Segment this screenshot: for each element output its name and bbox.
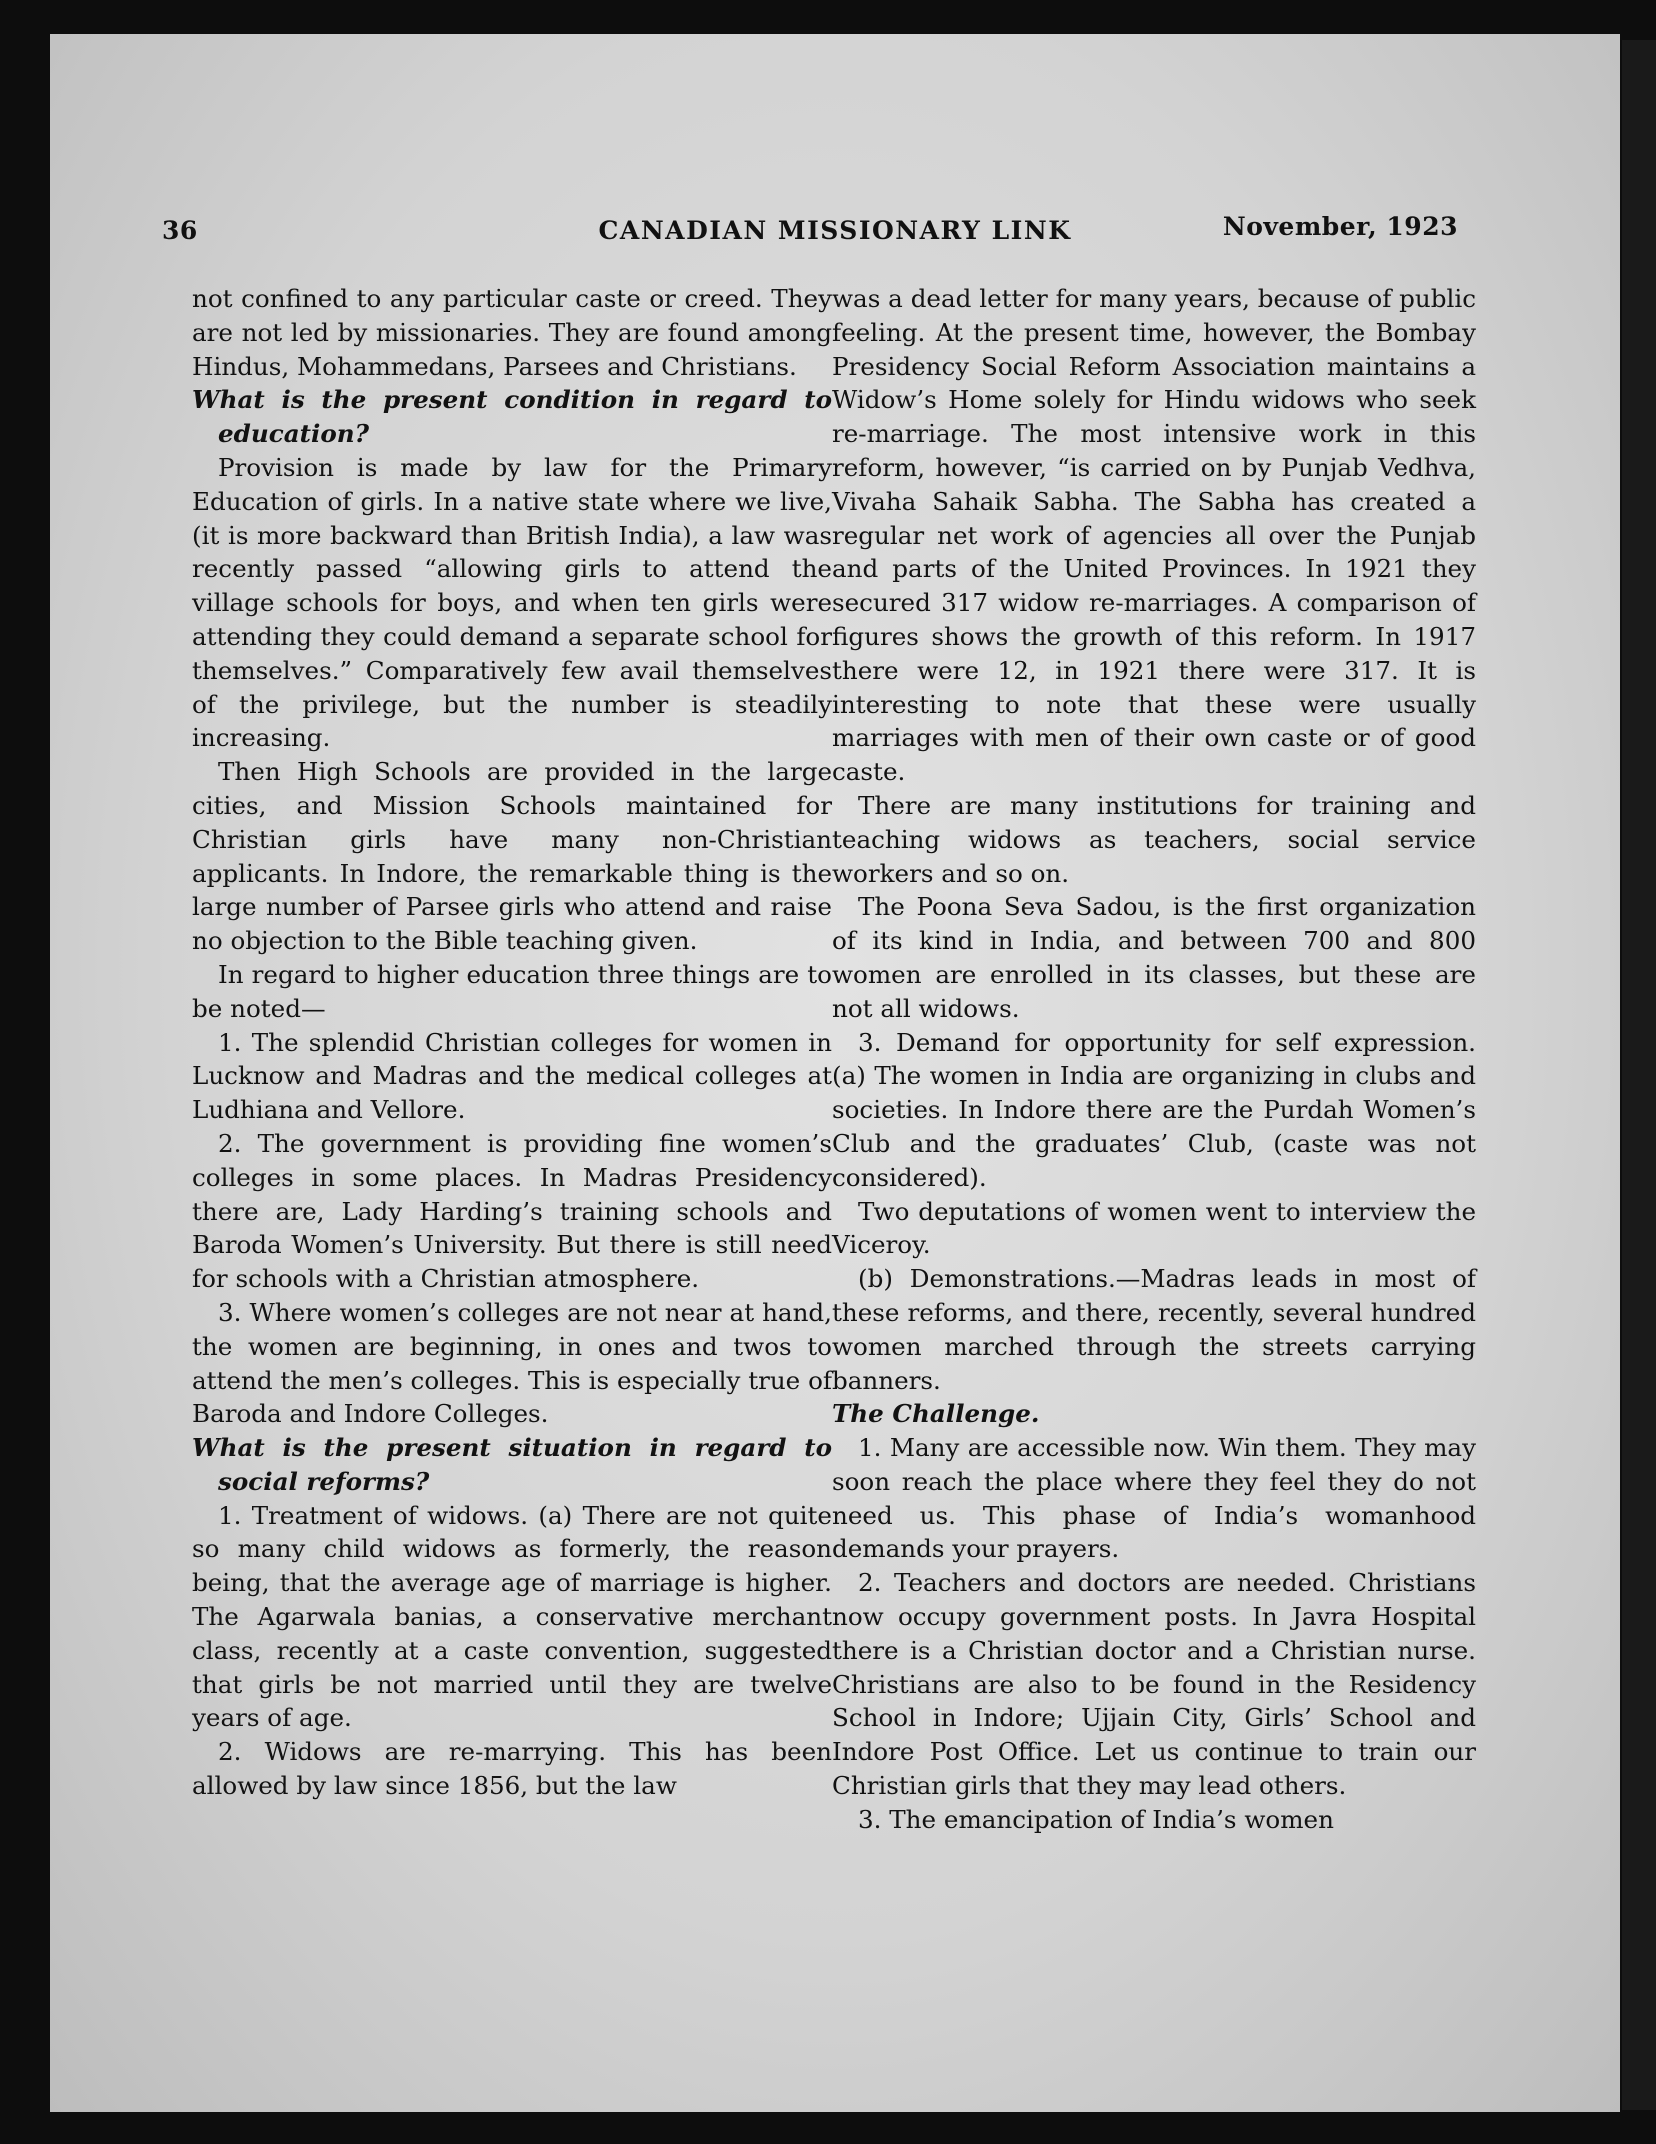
journal-title: CANADIAN MISSIONARY LINK	[598, 216, 1072, 245]
issue-date: November, 1923	[1222, 212, 1458, 241]
right-column	[832, 282, 1476, 1837]
list-item: 1. Many are accessible now. Win them. They may soon reach the place where they feel they do not need us. This phase of India’s womanhood demands your prayers.	[832, 1433, 1476, 1564]
document-page	[50, 34, 1620, 2112]
paragraph: was a dead letter for many years, because of public feeling. At the present time, however, the Bombay Presidency Social Reform Association maintains a Widow’s Home solely for Hindu widows who seek re-marriage. The most intensive work in this reform, however, “is carried on by Punjab Vedhva, Vivaha Sahaik Sabha. The Sabha has created a regular net work of agencies all over the Punjab and parts of the United Provinces. In 1921 they secured 317 widow re-marriages. A comparison of figures shows the growth of this reform. In 1917 there were 12, in 1921 there were 317. It is interesting to note that these were usually marriages with men of their own caste or of good caste.	[832, 284, 1476, 787]
section-question: What is the present condition in regard to education?	[192, 385, 832, 449]
list-item: 1. The splendid Christian colleges for women in Lucknow and Madras and the medical colleges at Ludhiana and Vellore.	[192, 1027, 832, 1125]
paragraph: The Poona Seva Sadou, is the first organization of its kind in India, and between 700 and 800 women are enrolled in its classes, but these are not all widows.	[832, 892, 1476, 1023]
list-item: 2. Widows are re-marrying. This has been allowed by law since 1856, but the law	[192, 1737, 832, 1801]
paragraph: not confined to any particular caste or creed. They are not led by missionaries. They are found among Hindus, Mohammedans, Parsees and Christians.	[192, 284, 832, 381]
section-question: What is the present situation in regard to social reforms?	[192, 1433, 832, 1496]
list-item: 1. Treatment of widows. (a) There are not quite so many child widows as formerly, the reason being, that the average age of marriage is higher. The Agarwala banias, a conservative merchant class, recently at a caste convention, suggested that girls be not married until they are twelve years of age.	[192, 1500, 832, 1733]
paragraph: (b) Demonstrations.—Madras leads in most of these reforms, and there, recently, several hundred women marched through the streets carrying banners.	[832, 1264, 1476, 1395]
left-column	[192, 282, 832, 1803]
page-number: 36	[162, 216, 198, 245]
list-item: 3. Demand for opportunity for self expression. (a) The women in India are organizing in clubs and societies. In Indore there are the Purdah Women’s Club and the graduates’ Club, (caste was not considered).	[832, 1027, 1476, 1192]
section-heading: The Challenge.	[832, 1399, 1040, 1429]
paragraph: Provision is made by law for the Primary Education of girls. In a native state where we live, (it is more backward than British India), a law was recently passed “allowing girls to attend the village schools for boys, and when ten girls were attending they could demand a separate school for themselves.” Comparatively few avail themselves of the privilege, but the number is steadily increasing.	[192, 452, 832, 753]
paragraph: In regard to higher education three things are to be noted—	[192, 959, 832, 1023]
paragraph: Then High Schools are provided in the large cities, and Mission Schools maintained for Christian girls have many non-Christian applicants. In Indore, the remarkable thing is the large number of Parsee girls who attend and raise no objection to the Bible teaching given.	[192, 757, 832, 956]
paragraph: Two deputations of women went to interview the Viceroy.	[832, 1196, 1476, 1260]
adjacent-page-edge	[1622, 40, 1656, 2110]
list-item: 2. The government is providing fine women’s colleges in some places. In Madras Presidency there are, Lady Harding’s training schools and Baroda Women’s University. But there is still need for schools with a Christian atmosphere.	[192, 1128, 832, 1294]
paragraph: There are many institutions for training and teaching widows as teachers, social service workers and so on.	[832, 790, 1476, 888]
list-item: 3. The emancipation of India’s women	[858, 1804, 1334, 1834]
running-header	[50, 212, 1620, 256]
list-item: 2. Teachers and doctors are needed. Christians now occupy government posts. In Javra Hospital there is a Christian doctor and a Christian nurse. Christians are also to be found in the Residency School in Indore; Ujjain City, Girls’ School and Indore Post Office. Let us continue to train our Christian girls that they may lead others.	[832, 1568, 1476, 1801]
list-item: 3. Where women’s colleges are not near at hand, the women are beginning, in ones and twos to attend the men’s colleges. This is especially true of Baroda and Indore Colleges.	[192, 1297, 832, 1429]
